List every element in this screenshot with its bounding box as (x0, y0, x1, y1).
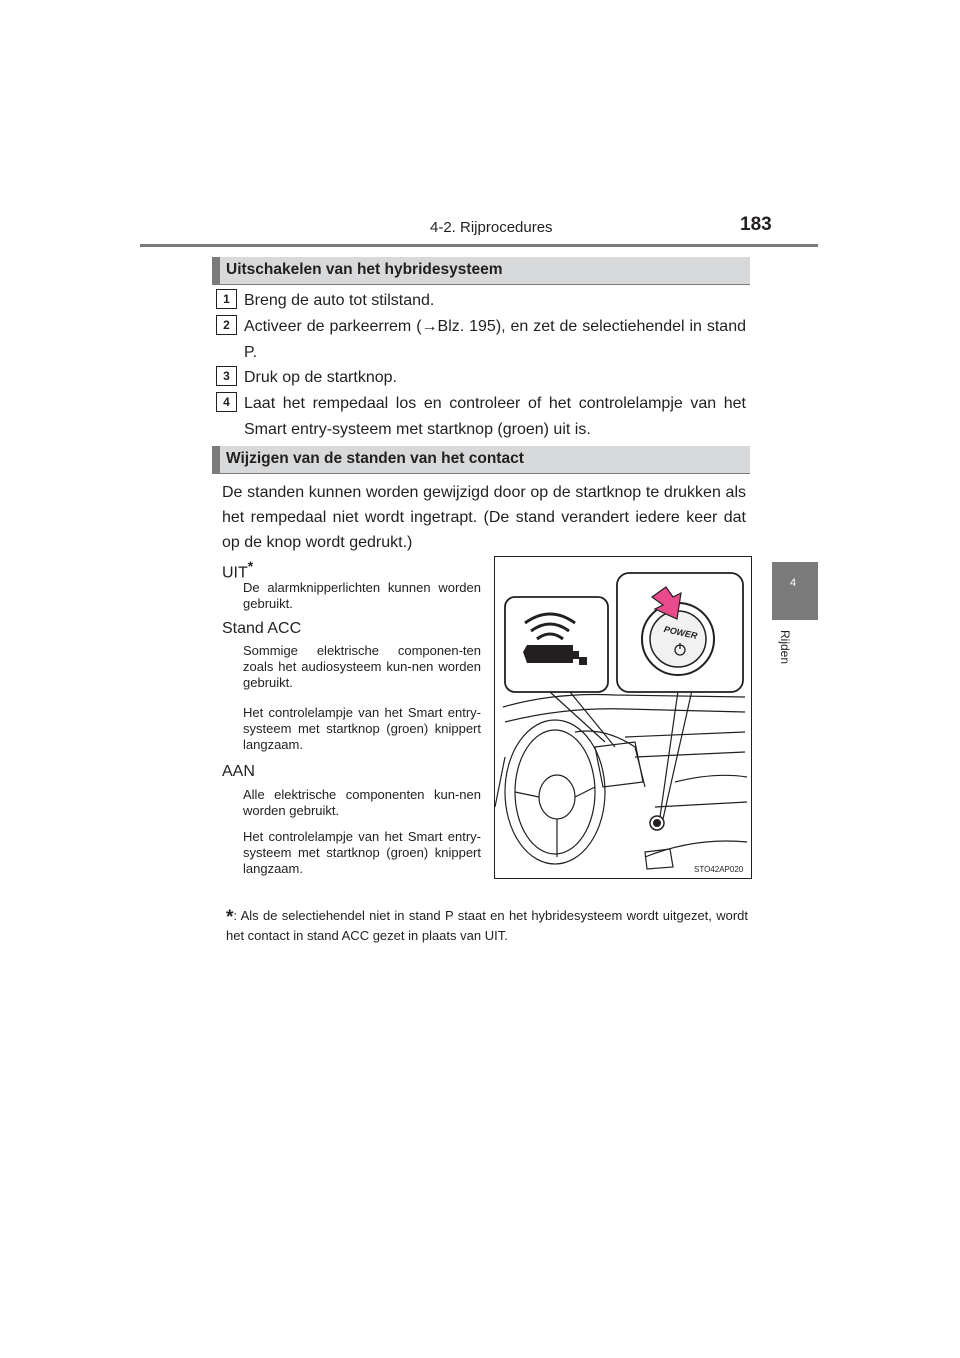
step-number: 3 (216, 366, 237, 386)
step-number: 4 (216, 392, 237, 412)
dashboard-illustration (494, 556, 752, 879)
mode-term (222, 558, 253, 582)
step-number: 1 (216, 289, 237, 309)
mode-description: Het controlelampje van het Smart entry-systeem met startknop (groen) knippert langzaam. (243, 829, 481, 876)
mode-description: Het controlelampje van het Smart entry-systeem met startknop (groen) knippert langzaam. (243, 705, 481, 752)
step-text: Breng de auto tot stilstand. (244, 292, 435, 309)
step-text: Laat het rempedaal los en controleer of het controlelampje van het Smart entry-systeem met startknop (groen) uit is. (244, 395, 746, 438)
footnote-text: : Als de selectiehendel niet in stand P staat en het hybridesysteem wordt uitgezet, wordt het contact in stand ACC gezet in plaats van UIT. (226, 908, 748, 943)
heading-bar (212, 446, 220, 473)
mode-term: AAN (222, 763, 255, 780)
chapter-tab (772, 562, 818, 620)
section-heading-ignition-modes (212, 446, 750, 473)
page-number: 183 (740, 214, 772, 235)
step-text: Druk op de startknop. (244, 369, 397, 386)
mode-description: Alle elektrische componenten kun-nen worden gebruikt. (243, 787, 481, 818)
header-rule (140, 244, 818, 247)
mode-term-mark: * (247, 558, 254, 574)
heading-bar (212, 257, 220, 284)
step-text: Activeer de parkeerrem (→Blz. 195), en zet de selectiehendel in stand P. (244, 318, 746, 361)
mode-description: De alarmknipperlichten kunnen worden gebruikt. (243, 580, 481, 611)
power-button-label: POWER (662, 624, 699, 641)
section-heading-shutdown (212, 257, 750, 284)
dashboard-illustration-svg (495, 557, 751, 878)
heading-underline (212, 473, 750, 474)
section-heading-text: Wijzigen van de standen van het contact (226, 450, 524, 467)
mode-term-text: UIT (222, 564, 248, 582)
intro-paragraph: De standen kunnen worden gewijzigd door op de startknop te drukken als het rempedaal niet wordt ingetrapt. (De stand verandert iedere keer dat op de knop wordt gedrukt.) (222, 484, 746, 551)
running-header: 4-2. Rijprocedures (430, 219, 553, 236)
chapter-tab-number: 4 (790, 577, 797, 589)
mode-term: Stand ACC (222, 620, 302, 637)
section-heading-text: Uitschakelen van het hybridesysteem (226, 261, 503, 278)
footnote-mark: * (226, 907, 234, 928)
chapter-tab-label: Rijden (778, 630, 792, 665)
footnote (226, 907, 748, 945)
mode-description: Sommige elektrische componen-ten zoals het audiosysteem kun-nen worden gebruikt. (243, 643, 481, 690)
step-number: 2 (216, 315, 237, 335)
heading-underline (212, 284, 750, 285)
figure-code: STO42AP020 (694, 865, 744, 874)
